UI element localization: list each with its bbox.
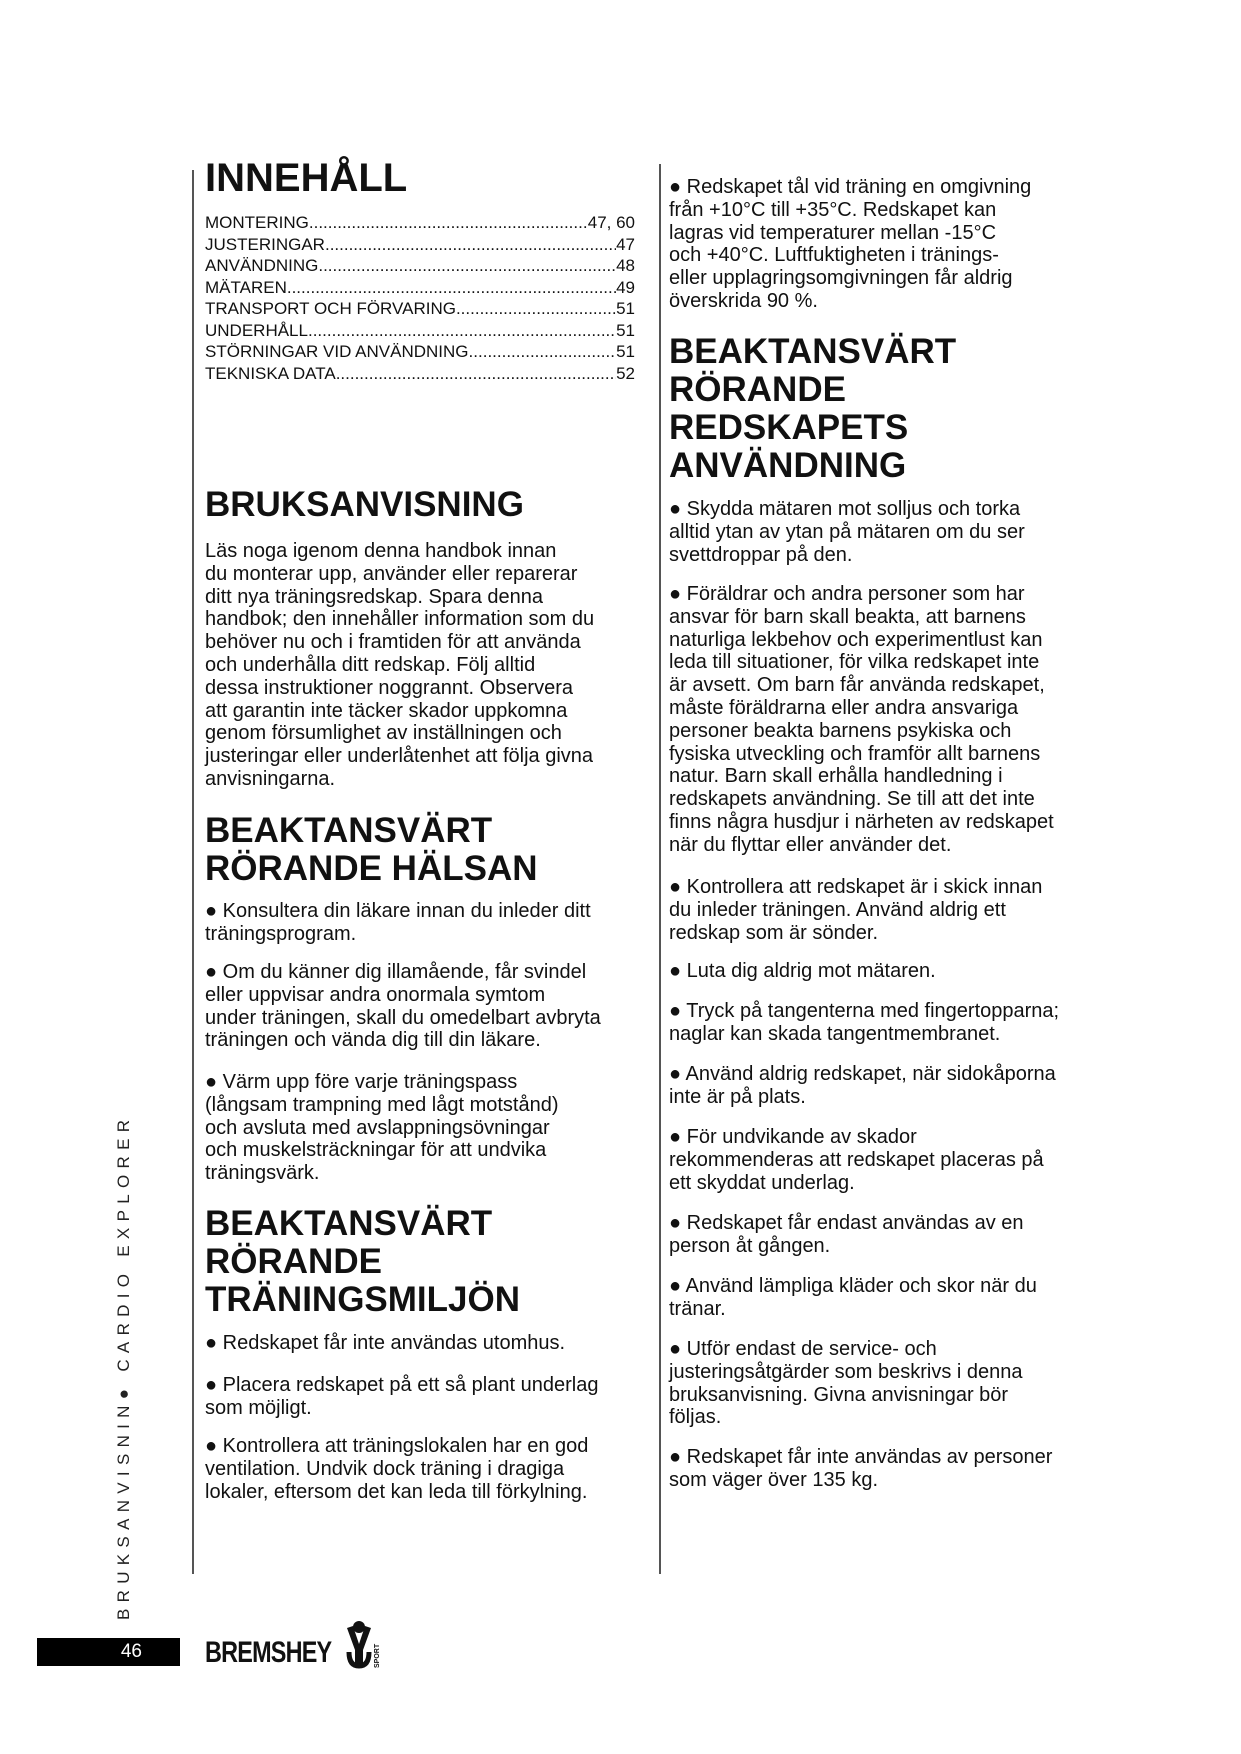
text-line: leda till situationer, för vilka redskapet inte	[669, 651, 1040, 674]
health-bullet	[205, 1071, 645, 1185]
text-line: ● Redskapet får inte användas av personer	[669, 1446, 1053, 1468]
text-line: och underhålla ditt redskap. Följ alltid	[205, 653, 536, 676]
usage-heading	[669, 333, 1119, 485]
bremshey-logo	[205, 1620, 387, 1670]
text-line: bruksanvisning. Givna anvisningar bör	[669, 1383, 1009, 1406]
side-running-title: BRUKSANVISNIN● CARDIO EXPLORER	[114, 1113, 133, 1620]
environment-bullet	[205, 1332, 645, 1355]
text-line: naturliga lekbehov och experimentlust kan	[669, 628, 1043, 651]
text-line: ● Konsultera din läkare innan du inleder ditt	[205, 900, 591, 922]
text-line: ● För undvikande av skador	[669, 1126, 917, 1148]
usage-bullet	[669, 1000, 1119, 1046]
usage-bullet	[669, 1446, 1119, 1492]
toc-leader-dots	[287, 277, 616, 299]
text-line: RÖRANDE	[205, 1242, 382, 1281]
toc-entry-page: 51	[616, 299, 635, 318]
text-line: inte är på plats.	[669, 1085, 806, 1108]
toc-entry-label: UNDERHÅLL	[205, 320, 308, 340]
text-line: ● Redskapet tål vid träning en omgivning	[669, 176, 1032, 198]
text-line: BEAKTANSVÄRT	[669, 332, 957, 371]
text-line: ett skyddat underlag.	[669, 1171, 855, 1194]
usage-bullet	[669, 1063, 1119, 1109]
text-line: justeringsåtgärder som beskrivs i denna	[669, 1360, 1023, 1383]
text-line: alltid ytan av ytan på mätaren om du ser	[669, 520, 1025, 543]
text-line: REDSKAPETS	[669, 408, 909, 447]
toc-entry	[205, 234, 635, 256]
text-line: svettdroppar på den.	[669, 543, 853, 566]
text-line: behöver nu och i framtiden för att använda	[205, 631, 581, 654]
text-line: Läs noga igenom denna handbok innan	[205, 540, 557, 562]
text-line: ● Kontrollera att redskapet är i skick innan	[669, 876, 1043, 898]
table-of-contents	[205, 212, 635, 384]
text-line: tränar.	[669, 1297, 726, 1320]
toc-entry	[205, 277, 635, 299]
text-line: under träningen, skall du omedelbart avbryta	[205, 1006, 601, 1029]
environment-bullet	[205, 1374, 645, 1420]
text-line: du inleder träningen. Använd aldrig ett	[669, 898, 1006, 921]
text-line: BEAKTANSVÄRT	[205, 811, 493, 850]
text-line: från +10°C till +35°C. Redskapet kan	[669, 198, 997, 221]
text-line: som möjligt.	[205, 1396, 312, 1419]
toc-entry-label: JUSTERINGAR	[205, 234, 325, 254]
left-column-rule	[192, 170, 194, 1574]
toc-entry	[205, 363, 635, 385]
text-line: ● Kontrollera att träningslokalen har en god	[205, 1435, 589, 1457]
text-line: personer beakta barnens psykiska och	[669, 719, 1012, 742]
page-number: 46	[37, 1638, 180, 1666]
intro-paragraph	[205, 540, 645, 791]
environment-bullet	[205, 1435, 645, 1503]
text-line: ventilation. Undvik dock träning i dragiga	[205, 1457, 565, 1480]
text-line: ● Använd aldrig redskapet, när sidokåporna	[669, 1063, 1056, 1085]
toc-entry-label: TEKNISKA DATA	[205, 363, 336, 383]
toc-entry-page: 47	[616, 234, 635, 254]
text-line: följas.	[669, 1406, 722, 1429]
text-line: ● Skydda mätaren mot solljus och torka	[669, 498, 1021, 520]
text-line: person åt gången.	[669, 1234, 831, 1257]
text-line: ● Placera redskapet på ett så plant underlag	[205, 1374, 599, 1396]
toc-leader-dots	[318, 255, 616, 277]
usage-bullet	[669, 1126, 1119, 1194]
text-line: ● Använd lämpliga kläder och skor när du	[669, 1275, 1037, 1297]
usage-bullet	[669, 498, 1119, 566]
text-line: naglar kan skada tangentmembranet.	[669, 1022, 1001, 1045]
text-line: ● Föräldrar och andra personer som har	[669, 583, 1025, 605]
text-line: rekommenderas att redskapet placeras på	[669, 1148, 1044, 1171]
text-line: natur. Barn skall erhålla handledning i	[669, 765, 1003, 788]
toc-leader-dots	[469, 341, 617, 363]
toc-entry-page: 51	[616, 320, 635, 340]
text-line: lokaler, eftersom det kan leda till förkylning.	[205, 1480, 588, 1503]
text-line: ● Värm upp före varje träningspass	[205, 1071, 518, 1093]
toc-leader-dots	[456, 298, 616, 320]
environment-heading	[205, 1205, 645, 1319]
text-line: anvisningarna.	[205, 767, 336, 790]
text-line: måste föräldrarna eller andra ansvariga	[669, 696, 1019, 719]
logo-figure-icon	[345, 1620, 387, 1670]
toc-entry	[205, 255, 635, 277]
toc-entry	[205, 341, 635, 363]
toc-entry-label: ANVÄNDNING	[205, 256, 319, 275]
text-line: träningsprogram.	[205, 922, 357, 945]
text-line: (långsam trampning med lågt motstånd)	[205, 1093, 559, 1116]
usage-bullet	[669, 1275, 1119, 1321]
toc-entry	[205, 212, 635, 234]
toc-entry-label: TRANSPORT OCH FÖRVARING	[205, 299, 456, 318]
health-bullet	[205, 900, 645, 946]
text-line: ● Tryck på tangenterna med fingertopparna;	[669, 1000, 1060, 1022]
text-line: ANVÄNDNING	[669, 446, 907, 485]
center-column-rule	[659, 164, 661, 1574]
toc-entry-label: MÄTAREN	[205, 277, 287, 297]
toc-entry	[205, 320, 635, 342]
usage-bullet	[669, 1212, 1119, 1258]
text-line: dessa instruktioner noggrannt. Observera	[205, 676, 573, 699]
environment-bullet-continued	[669, 176, 1119, 313]
intro-heading: BRUKSANVISNING	[205, 485, 524, 524]
toc-leader-dots	[308, 320, 616, 342]
text-line: är avsett. Om barn får använda redskapet,	[669, 674, 1045, 697]
usage-bullet	[669, 876, 1119, 944]
text-line: eller uppvisar andra onormala symtom	[205, 983, 546, 1006]
text-line: ditt nya träningsredskap. Spara denna	[205, 585, 543, 608]
toc-entry-page: 51	[616, 342, 635, 361]
text-line: ansvar för barn skall beakta, att barnens	[669, 605, 1026, 628]
usage-bullet	[669, 583, 1119, 857]
text-line: träningsvärk.	[205, 1162, 320, 1185]
text-line: redskap som är sönder.	[669, 921, 878, 944]
text-line: handbok; den innehåller information som du	[205, 608, 595, 631]
text-line: justeringar eller underlåtenhet att följa givna	[205, 745, 594, 768]
text-line: eller upplagringsomgivningen får aldrig	[669, 267, 1013, 290]
toc-title: INNEHÅLL	[205, 156, 408, 200]
text-line: överskrida 90 %.	[669, 289, 818, 312]
svg-text:SPORT: SPORT	[374, 1643, 381, 1668]
text-line: ● Redskapet får endast användas av en	[669, 1212, 1024, 1234]
text-line: genom försumlighet av inställningen och	[205, 722, 562, 745]
text-line: och avsluta med avslappningsövningar	[205, 1116, 550, 1139]
text-line: finns några husdjur i närheten av redskapet	[669, 810, 1054, 833]
logo-wordmark: BREMSHEY	[205, 1636, 332, 1669]
toc-entry-page: 47, 60	[587, 213, 635, 232]
text-line: ● Redskapet får inte användas utomhus.	[205, 1332, 566, 1354]
text-line: du monterar upp, använder eller reparerar	[205, 562, 578, 585]
text-line: ● Om du känner dig illamående, får svindel	[205, 961, 587, 983]
toc-entry-label: MONTERING	[205, 213, 309, 232]
text-line: träningen och vända dig till din läkare.	[205, 1029, 541, 1052]
health-heading	[205, 812, 645, 888]
text-line: ● Utför endast de service- och	[669, 1338, 937, 1360]
toc-entry-page: 52	[616, 363, 635, 383]
text-line: RÖRANDE HÄLSAN	[205, 849, 538, 888]
toc-entry-page: 48	[616, 256, 635, 275]
text-line: och muskelsträckningar för att undvika	[205, 1139, 547, 1162]
toc-leader-dots	[325, 234, 616, 256]
text-line: att garantin inte täcker skador uppkomna	[205, 699, 568, 722]
text-line: lagras vid temperaturer mellan -15°C	[669, 221, 997, 244]
toc-entry	[205, 298, 635, 320]
toc-leader-dots	[336, 363, 616, 385]
text-line: RÖRANDE	[669, 370, 846, 409]
health-bullet	[205, 961, 645, 1052]
text-line: TRÄNINGSMILJÖN	[205, 1280, 520, 1319]
text-line: fysiska utveckling och framför allt barnens	[669, 742, 1041, 765]
text-line: när du flyttar eller använder det.	[669, 833, 952, 856]
toc-leader-dots	[309, 212, 588, 234]
usage-bullet	[669, 1338, 1119, 1429]
text-line: ● Luta dig aldrig mot mätaren.	[669, 960, 936, 982]
text-line: och +40°C. Luftfuktigheten i tränings-	[669, 244, 999, 267]
toc-entry-page: 49	[616, 277, 635, 297]
text-line: redskapets användning. Se till att det inte	[669, 788, 1035, 811]
text-line: som väger över 135 kg.	[669, 1468, 878, 1491]
usage-bullet	[669, 960, 1119, 983]
toc-entry-label: STÖRNINGAR VID ANVÄNDNING	[205, 342, 469, 361]
text-line: BEAKTANSVÄRT	[205, 1204, 493, 1243]
